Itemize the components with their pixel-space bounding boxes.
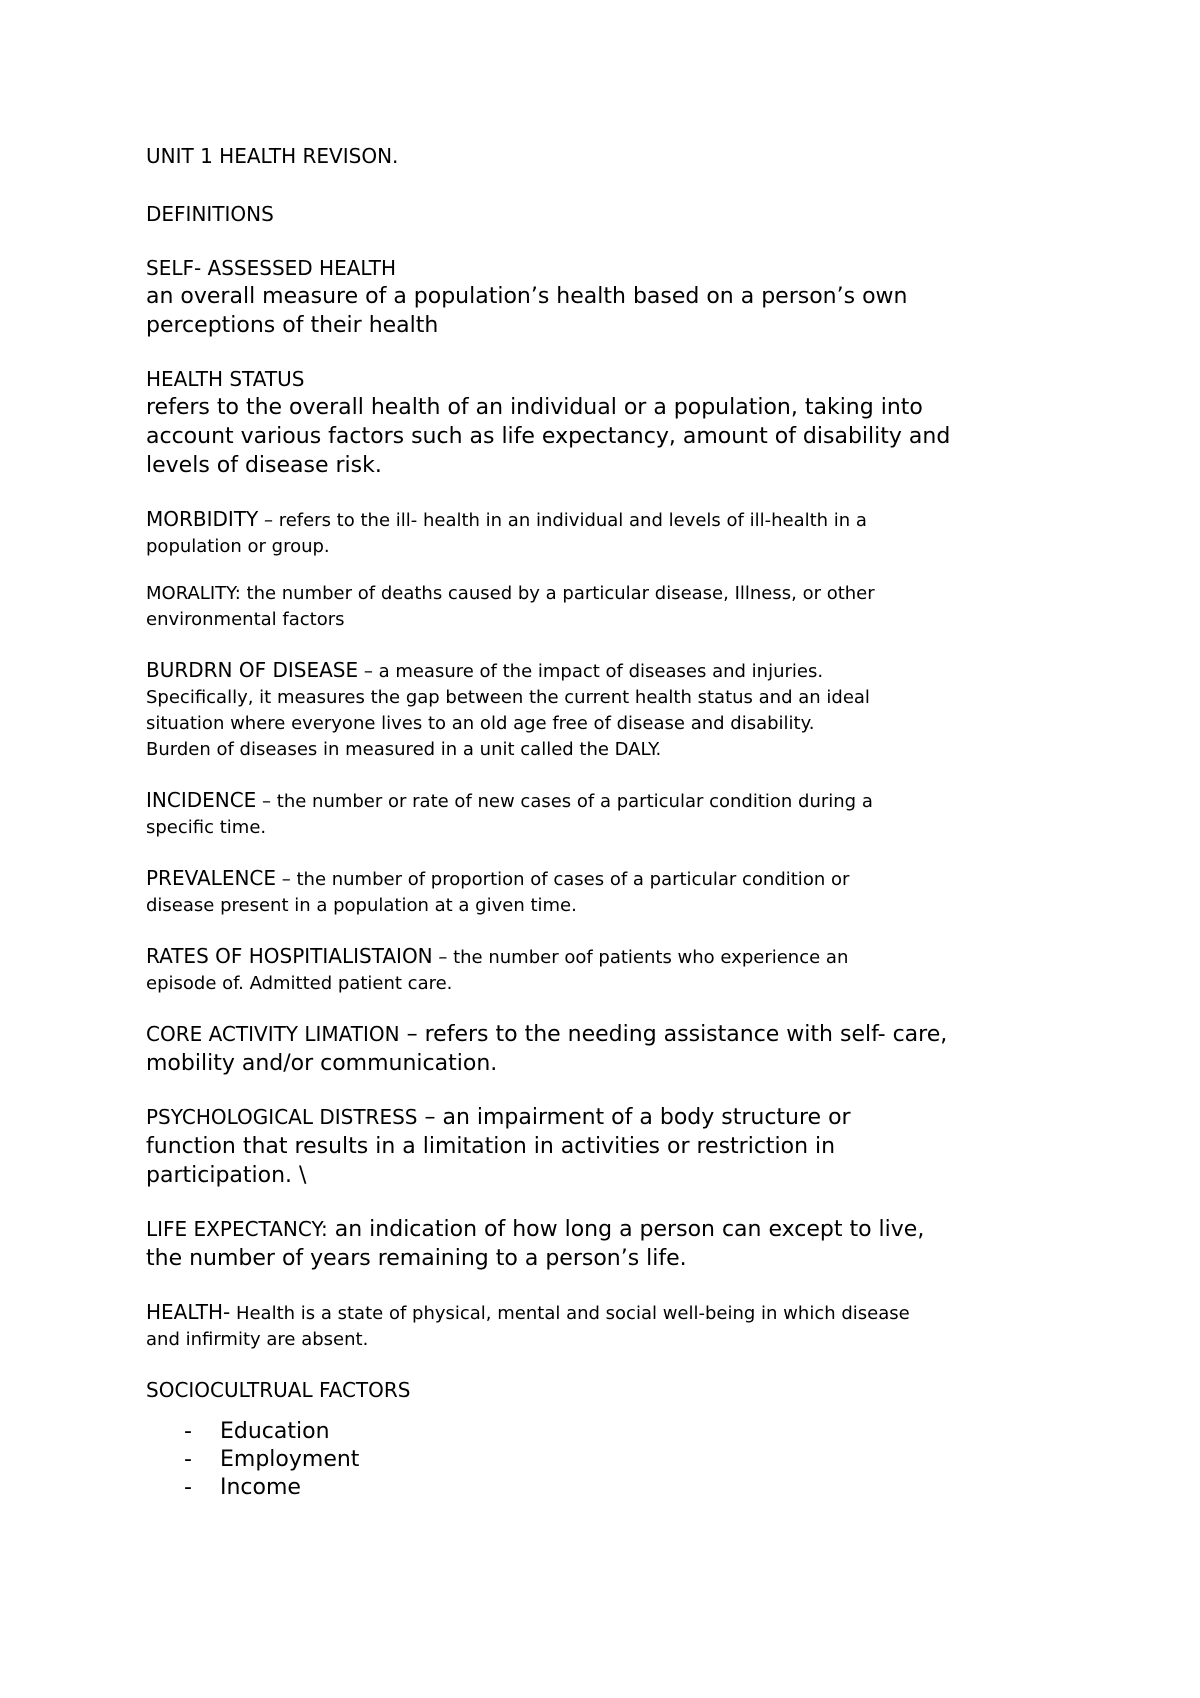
definition-health-status <box>146 365 1086 480</box>
definition-line: disease present in a population at a given time. <box>146 895 577 916</box>
definition-psychological-distress <box>146 1103 1086 1190</box>
section-heading-definitions: DEFINITIONS <box>146 202 274 226</box>
list-item-label: Education <box>220 1419 330 1444</box>
definition-line: environmental factors <box>146 609 345 630</box>
document-page <box>146 142 1086 1502</box>
bullet-dash: - <box>184 1447 192 1472</box>
list-item <box>146 1418 1086 1446</box>
term-morbidity: MORBIDITY <box>146 507 259 531</box>
definition-life-expectancy <box>146 1215 1086 1273</box>
definition-line: the number of years remaining to a person’s life. <box>146 1246 687 1271</box>
definition-health <box>146 1298 1086 1353</box>
bullet-dash: - <box>184 1475 192 1500</box>
definition-incidence <box>146 786 1086 841</box>
definition-core-activity-limitation <box>146 1020 1086 1078</box>
definition-line: situation where everyone lives to an old age free of disease and disability. <box>146 713 815 734</box>
definition-self-assessed-health <box>146 254 1086 340</box>
definition-line: population or group. <box>146 536 330 557</box>
term-prevalence: PREVALENCE <box>146 866 277 890</box>
definition-line: an overall measure of a population’s health based on a person’s own <box>146 284 908 309</box>
definition-text: – refers to the ill- health in an individual and levels of ill-health in a <box>258 510 867 531</box>
sociocultural-factors-list <box>146 1418 1086 1502</box>
definition-text: – the number or rate of new cases of a particular condition during a <box>256 791 873 812</box>
term-psychological-distress: PSYCHOLOGICAL DISTRESS <box>146 1105 418 1129</box>
definition-prevalence <box>146 864 1086 919</box>
definition-line: mobility and/or communication. <box>146 1051 498 1076</box>
term-self-assessed-health: SELF- ASSESSED HEALTH <box>146 256 397 280</box>
definition-line: levels of disease risk. <box>146 453 382 478</box>
section-heading-sociocultural-factors: SOCIOCULTRUAL FACTORS <box>146 1378 411 1402</box>
definition-line: Specifically, it measures the gap between the current health status and an ideal <box>146 687 870 708</box>
list-item <box>146 1446 1086 1474</box>
list-item <box>146 1474 1086 1502</box>
definition-morality <box>146 581 1086 633</box>
term-incidence: INCIDENCE <box>146 788 257 812</box>
definition-text: – a measure of the impact of diseases and injuries. <box>358 661 824 682</box>
definition-line: refers to the overall health of an individual or a population, taking into <box>146 395 923 420</box>
term-life-expectancy: LIFE EXPECTANCY: <box>146 1217 328 1241</box>
definition-text: – the number oof patients who experience an <box>432 947 849 968</box>
definition-line: function that results in a limitation in activities or restriction in <box>146 1134 836 1159</box>
definition-rates-of-hospitalisation <box>146 942 1086 997</box>
definition-line: episode of. Admitted patient care. <box>146 973 453 994</box>
term-health: HEALTH- <box>146 1300 231 1324</box>
document-title: UNIT 1 HEALTH REVISON. <box>146 144 399 168</box>
term-rates-of-hospitalisation: RATES OF HOSPITIALISTAION <box>146 944 433 968</box>
definition-text: – refers to the needing assistance with self- care, <box>399 1022 948 1047</box>
definition-text: – an impairment of a body structure or <box>417 1105 851 1130</box>
definition-line: account various factors such as life expectancy, amount of disability and <box>146 424 951 449</box>
definition-text: – the number of proportion of cases of a particular condition or <box>276 869 850 890</box>
term-burden-of-disease: BURDRN OF DISEASE <box>146 658 359 682</box>
list-item-label: Income <box>220 1475 301 1500</box>
definition-text: Health is a state of physical, mental and social well-being in which disease <box>230 1303 910 1324</box>
definition-line: specific time. <box>146 817 267 838</box>
definition-line: participation. \ <box>146 1163 307 1188</box>
definition-line: Burden of diseases in measured in a unit called the DALY. <box>146 739 662 760</box>
definition-morbidity <box>146 505 1086 560</box>
definition-text: an indication of how long a person can except to live, <box>327 1217 925 1242</box>
term-core-activity-limitation: CORE ACTIVITY LIMATION <box>146 1022 400 1046</box>
definition-line: perceptions of their health <box>146 313 439 338</box>
list-item-label: Employment <box>220 1447 360 1472</box>
term-health-status: HEALTH STATUS <box>146 367 305 391</box>
definition-line: and infirmity are absent. <box>146 1329 369 1350</box>
definition-line: MORALITY: the number of deaths caused by a particular disease, Illness, or other <box>146 583 875 604</box>
bullet-dash: - <box>184 1419 192 1444</box>
definition-burden-of-disease <box>146 656 1086 763</box>
